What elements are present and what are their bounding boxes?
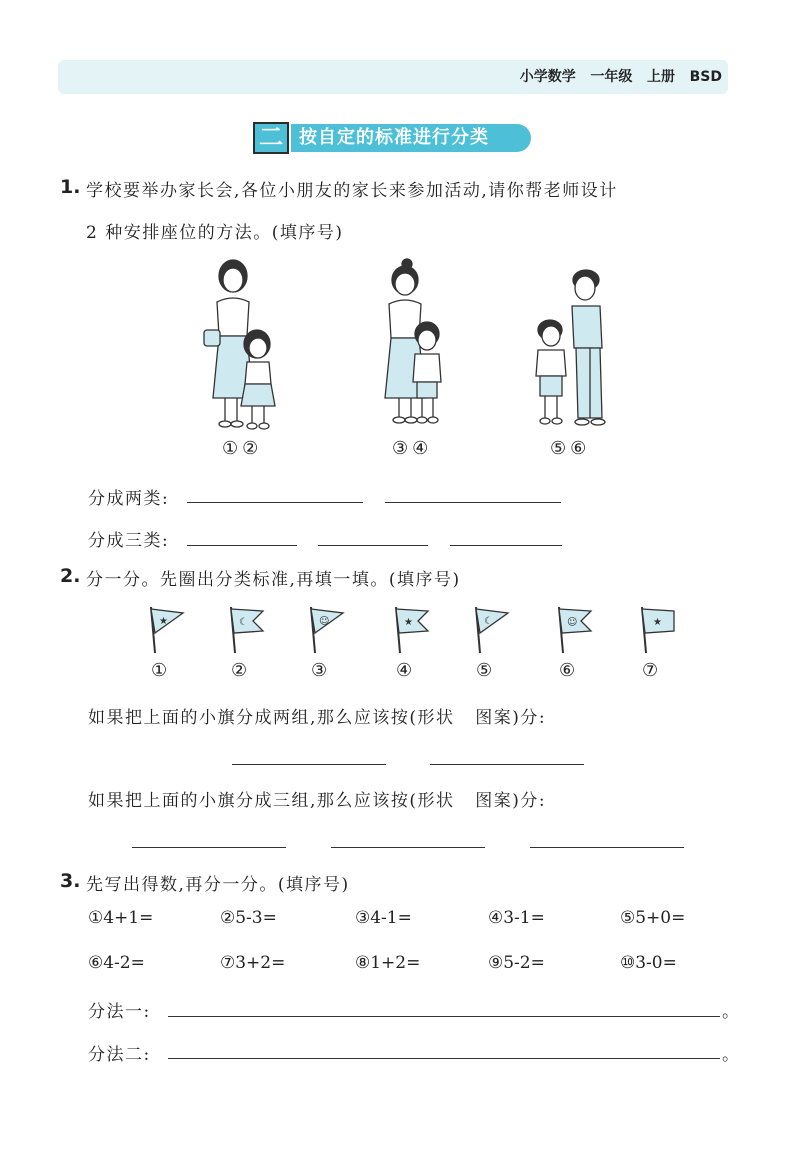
question-1-text-line1: 学校要举办家长会,各位小朋友的家长来参加活动,请你帮老师设计	[86, 181, 618, 201]
flag-4-swallowtail-star	[390, 603, 434, 655]
svg-text:★: ★	[653, 617, 662, 628]
three-groups-sentence: 如果把上面的小旗分成三组,那么应该按(形状 图案)分:	[88, 791, 547, 811]
two-groups-blank-1[interactable]	[232, 764, 386, 765]
question-3-number: 3.	[60, 870, 81, 892]
three-groups-blank-2[interactable]	[331, 847, 485, 848]
question-2-number: 2.	[60, 565, 81, 587]
equation-9: ⑨5-2=	[488, 953, 545, 973]
three-groups-blank-1[interactable]	[132, 847, 286, 848]
question-1-text-line2: 2 种安排座位的方法。(填序号)	[86, 223, 344, 243]
two-groups-blank-2[interactable]	[430, 764, 584, 765]
mother-son-illustration	[375, 258, 465, 436]
method-1-blank[interactable]	[168, 1016, 720, 1017]
equation-10: ⑩3-0=	[620, 953, 677, 973]
flag-4-number: ④	[396, 660, 413, 681]
group-3-label: ⑤⑥	[550, 438, 591, 459]
three-categories-label: 分成三类:	[88, 531, 170, 551]
equation-7: ⑦3+2=	[220, 953, 286, 973]
flag-2-number: ②	[231, 660, 248, 681]
section-heading: 按自定的标准进行分类	[291, 124, 531, 152]
flag-3-triangle-smile	[305, 603, 349, 655]
flag-6-number: ⑥	[559, 660, 576, 681]
flag-1-number: ①	[151, 660, 168, 681]
method-1-end-mark: 。	[722, 1002, 741, 1022]
two-categories-blank-2[interactable]	[385, 502, 561, 503]
svg-text:☾: ☾	[239, 617, 248, 628]
equation-6: ⑥4-2=	[88, 953, 145, 973]
equation-8: ⑧1+2=	[355, 953, 421, 973]
three-categories-blank-2[interactable]	[318, 545, 428, 546]
flag-5-triangle-moon	[470, 603, 514, 655]
question-3-text: 先写出得数,再分一分。(填序号)	[86, 875, 350, 895]
question-1-number: 1.	[60, 176, 81, 198]
group-2-label: ③④	[392, 438, 433, 459]
mother-daughter-illustration	[195, 258, 295, 436]
method-2-label: 分法二:	[88, 1045, 151, 1065]
two-groups-sentence: 如果把上面的小旗分成两组,那么应该按(形状 图案)分:	[88, 708, 547, 728]
svg-text:☺: ☺	[319, 616, 330, 627]
svg-text:★: ★	[159, 616, 168, 627]
flag-3-number: ③	[311, 660, 328, 681]
flag-2-swallowtail-moon	[225, 603, 269, 655]
three-categories-blank-1[interactable]	[187, 545, 297, 546]
svg-text:☾: ☾	[484, 616, 493, 627]
flag-7-number: ⑦	[642, 660, 659, 681]
section-number: 二	[253, 122, 289, 154]
two-categories-blank-1[interactable]	[187, 502, 363, 503]
two-categories-label: 分成两类:	[88, 489, 170, 509]
flag-5-number: ⑤	[476, 660, 493, 681]
equation-4: ④3-1=	[488, 908, 545, 928]
equation-1: ①4+1=	[88, 908, 154, 928]
three-groups-blank-3[interactable]	[530, 847, 684, 848]
method-2-end-mark: 。	[722, 1045, 741, 1065]
book-info: 小学数学 一年级 上册 BSD	[519, 69, 722, 85]
equation-2: ②5-3=	[220, 908, 277, 928]
question-2-text: 分一分。先圈出分类标准,再填一填。(填序号)	[86, 570, 461, 590]
svg-text:★: ★	[404, 617, 413, 628]
father-son-illustration	[530, 268, 620, 436]
equation-5: ⑤5+0=	[620, 908, 686, 928]
flag-7-rectangle-star	[636, 603, 680, 655]
flag-6-swallowtail-smile	[553, 603, 597, 655]
three-categories-blank-3[interactable]	[450, 545, 562, 546]
section-title	[253, 122, 533, 154]
equation-3: ③4-1=	[355, 908, 412, 928]
method-2-blank[interactable]	[168, 1058, 720, 1059]
flag-1-triangle-star	[145, 603, 189, 655]
group-1-label: ①②	[222, 438, 263, 459]
svg-text:☺: ☺	[567, 617, 578, 628]
method-1-label: 分法一:	[88, 1002, 151, 1022]
